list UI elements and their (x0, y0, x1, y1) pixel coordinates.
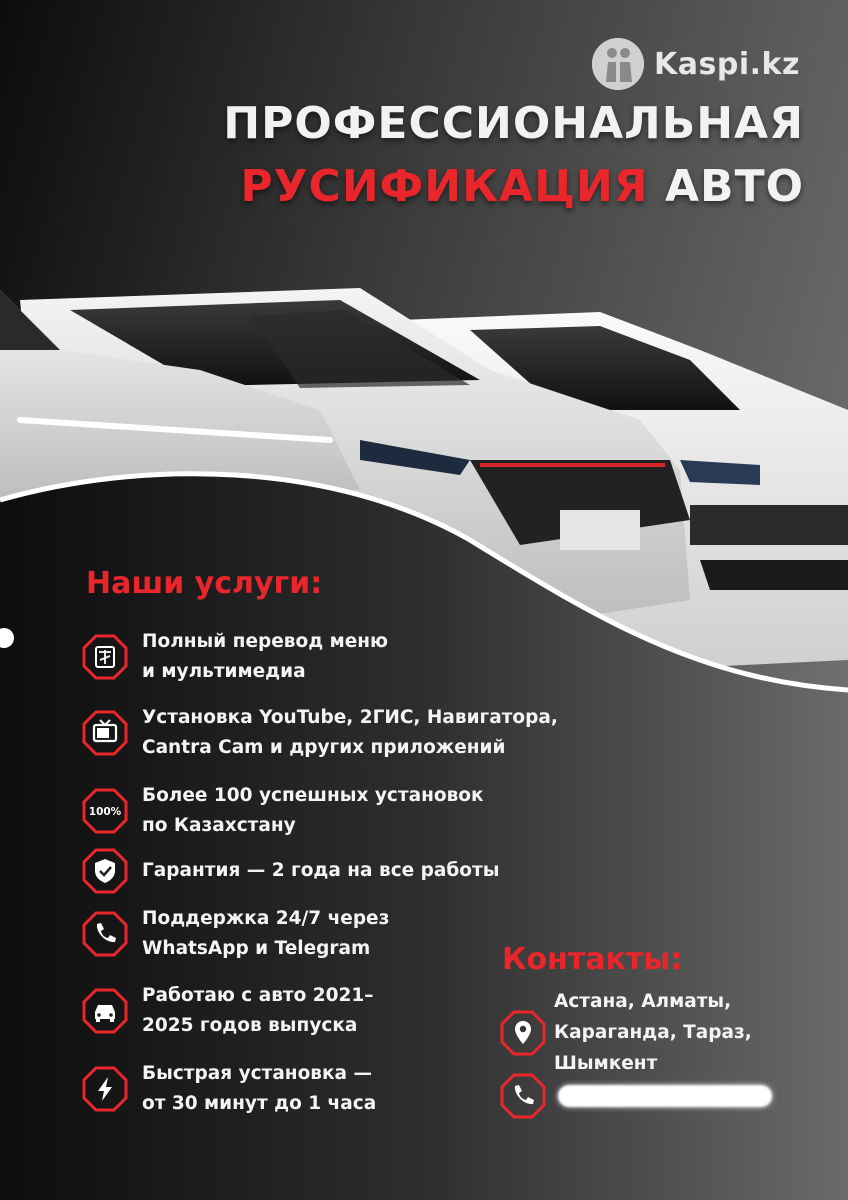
phone-icon (82, 911, 128, 957)
brand (592, 38, 800, 90)
tv-icon (82, 710, 128, 756)
service-text: Поддержка 24/7 через WhatsApp и Telegram (142, 908, 390, 959)
shield-check-icon (82, 848, 128, 894)
headline (223, 98, 804, 212)
phone-icon (500, 1073, 546, 1119)
service-text: Быстрая установка — от 30 минут до 1 часа (142, 1063, 377, 1114)
headline-auto: АВТО (664, 161, 804, 212)
phone-number-redacted (558, 1085, 772, 1107)
service-item-installs (82, 781, 484, 841)
service-text: Гарантия — 2 года на все работы (142, 860, 500, 881)
service-item-translation (82, 627, 388, 687)
services-title: Наши услуги: (86, 566, 323, 601)
service-item-speed (82, 1059, 376, 1119)
service-item-years (82, 981, 374, 1041)
contact-phone (500, 1073, 772, 1119)
lightning-icon (82, 1066, 128, 1112)
kaspi-logo-icon (592, 38, 644, 90)
headline-line-1: ПРОФЕССИОНАЛЬНАЯ (223, 98, 804, 149)
service-item-apps (82, 703, 558, 763)
contact-cities-text: Астана, Алматы, Караганда, Тараз, Шымкент (554, 991, 752, 1074)
brand-name: Kaspi.kz (654, 46, 800, 82)
headline-accent: РУСИФИКАЦИЯ (240, 161, 649, 212)
service-text: Работаю с авто 2021– 2025 годов выпуска (142, 985, 374, 1036)
svg-text:100%: 100% (88, 806, 122, 818)
service-item-support (82, 904, 389, 964)
contact-cities (500, 986, 752, 1079)
percent-100-icon (82, 788, 128, 834)
translate-icon (82, 634, 128, 680)
service-text: Полный перевод меню и мультимедиа (142, 631, 389, 682)
service-text: Более 100 успешных установок по Казахстану (142, 785, 484, 836)
contacts-title: Контакты: (502, 942, 683, 977)
location-pin-icon (500, 1010, 546, 1056)
headline-line-2 (223, 161, 804, 212)
car-icon (82, 988, 128, 1034)
service-item-warranty (82, 848, 499, 894)
service-text: Установка YouTube, 2ГИС, Навигатора, Cantra Cam и других приложений (142, 707, 558, 758)
